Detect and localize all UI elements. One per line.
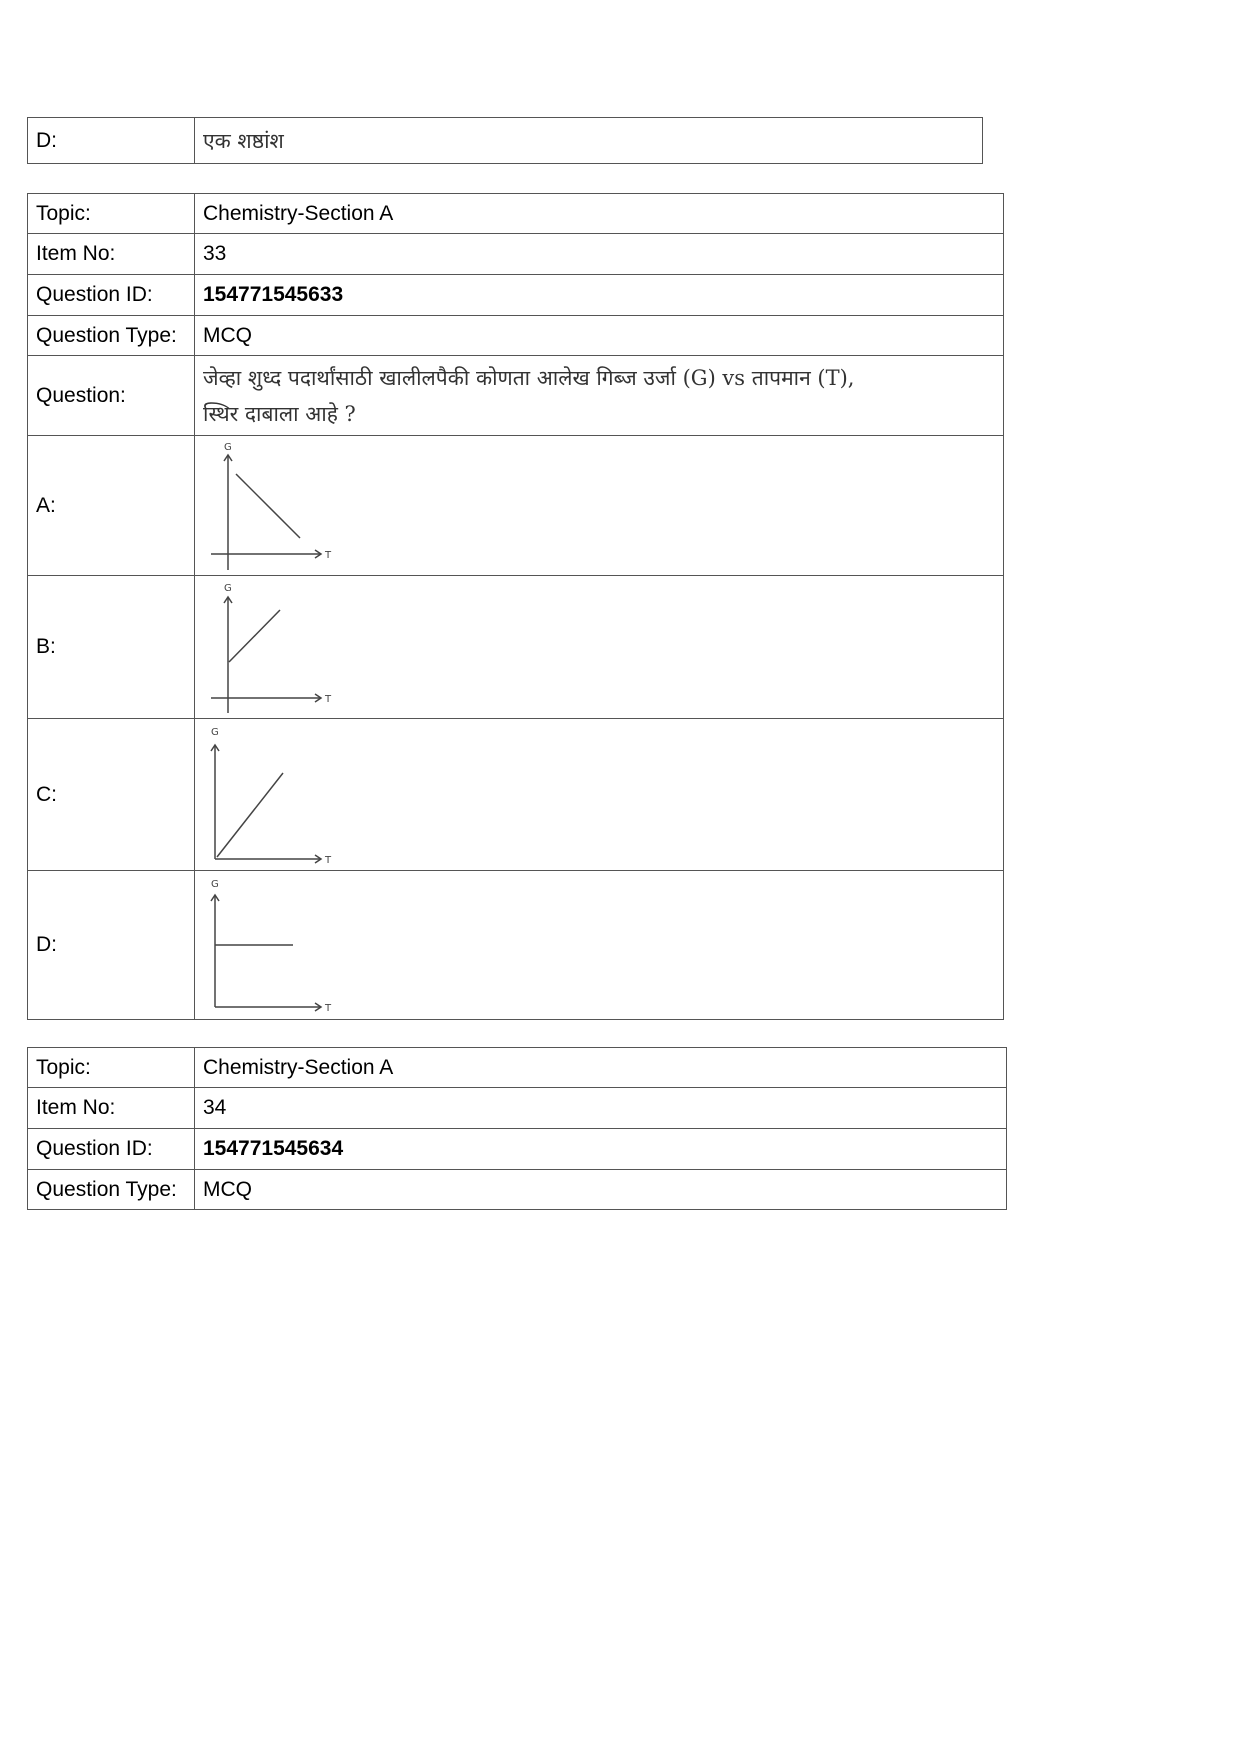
option-d-graph-cell [195, 871, 1004, 1020]
option-a-graph-cell [195, 436, 1004, 576]
item-no-label: Item No: [28, 1088, 195, 1129]
item-no-label: Item No: [28, 234, 195, 275]
option-c-graph-cell [195, 719, 1004, 871]
x-axis-label: T [325, 1002, 332, 1014]
option-b-graph-cell [195, 576, 1004, 719]
topic-label: Topic: [28, 194, 195, 234]
question-type-value: MCQ [195, 1170, 1007, 1210]
option-d-graph [203, 875, 343, 1016]
x-axis-label: T [325, 693, 332, 705]
question-id-label: Question ID: [28, 275, 195, 316]
question-id-label: Question ID: [28, 1129, 195, 1170]
question-type-value: MCQ [195, 316, 1004, 356]
topic-value: Chemistry-Section A [195, 1048, 1007, 1088]
question-label: Question: [28, 356, 195, 436]
option-b-label: B: [28, 576, 195, 719]
question-34-table [27, 1047, 1007, 1210]
plot-line [217, 773, 283, 857]
question-id-value: 154771545633 [195, 275, 1004, 316]
topic-value: Chemistry-Section A [195, 194, 1004, 234]
y-axis-label: G [224, 441, 232, 453]
option-c-graph [203, 723, 343, 867]
question-33-table [27, 193, 1004, 1020]
option-b-graph [203, 580, 343, 715]
item-no-value: 33 [195, 234, 1004, 275]
item-no-value: 34 [195, 1088, 1007, 1129]
y-axis-label: G [211, 726, 219, 738]
option-text: एक शष्ठांश [195, 118, 983, 164]
question-type-label: Question Type: [28, 316, 195, 356]
option-c-label: C: [28, 719, 195, 871]
question-type-label: Question Type: [28, 1170, 195, 1210]
option-label: D: [28, 118, 195, 164]
question-text [195, 356, 1004, 436]
option-a-graph [203, 440, 343, 572]
question-id-value: 154771545634 [195, 1129, 1007, 1170]
x-axis-label: T [325, 854, 332, 866]
y-axis-label: G [224, 582, 232, 594]
plot-line [229, 610, 280, 662]
question-text-line-2: स्थिर दाबाला आहे ? [203, 401, 356, 426]
y-axis-label: G [211, 878, 219, 890]
x-axis-label: T [325, 549, 332, 561]
option-a-label: A: [28, 436, 195, 576]
prev-option-table [27, 117, 983, 164]
plot-line [236, 474, 300, 538]
question-text-line-1: जेव्हा शुध्द पदार्थांसाठी खालीलपैकी कोणता आलेख गिब्ज उर्जा (G) vs तापमान (T), [203, 365, 855, 390]
option-d-label: D: [28, 871, 195, 1020]
topic-label: Topic: [28, 1048, 195, 1088]
